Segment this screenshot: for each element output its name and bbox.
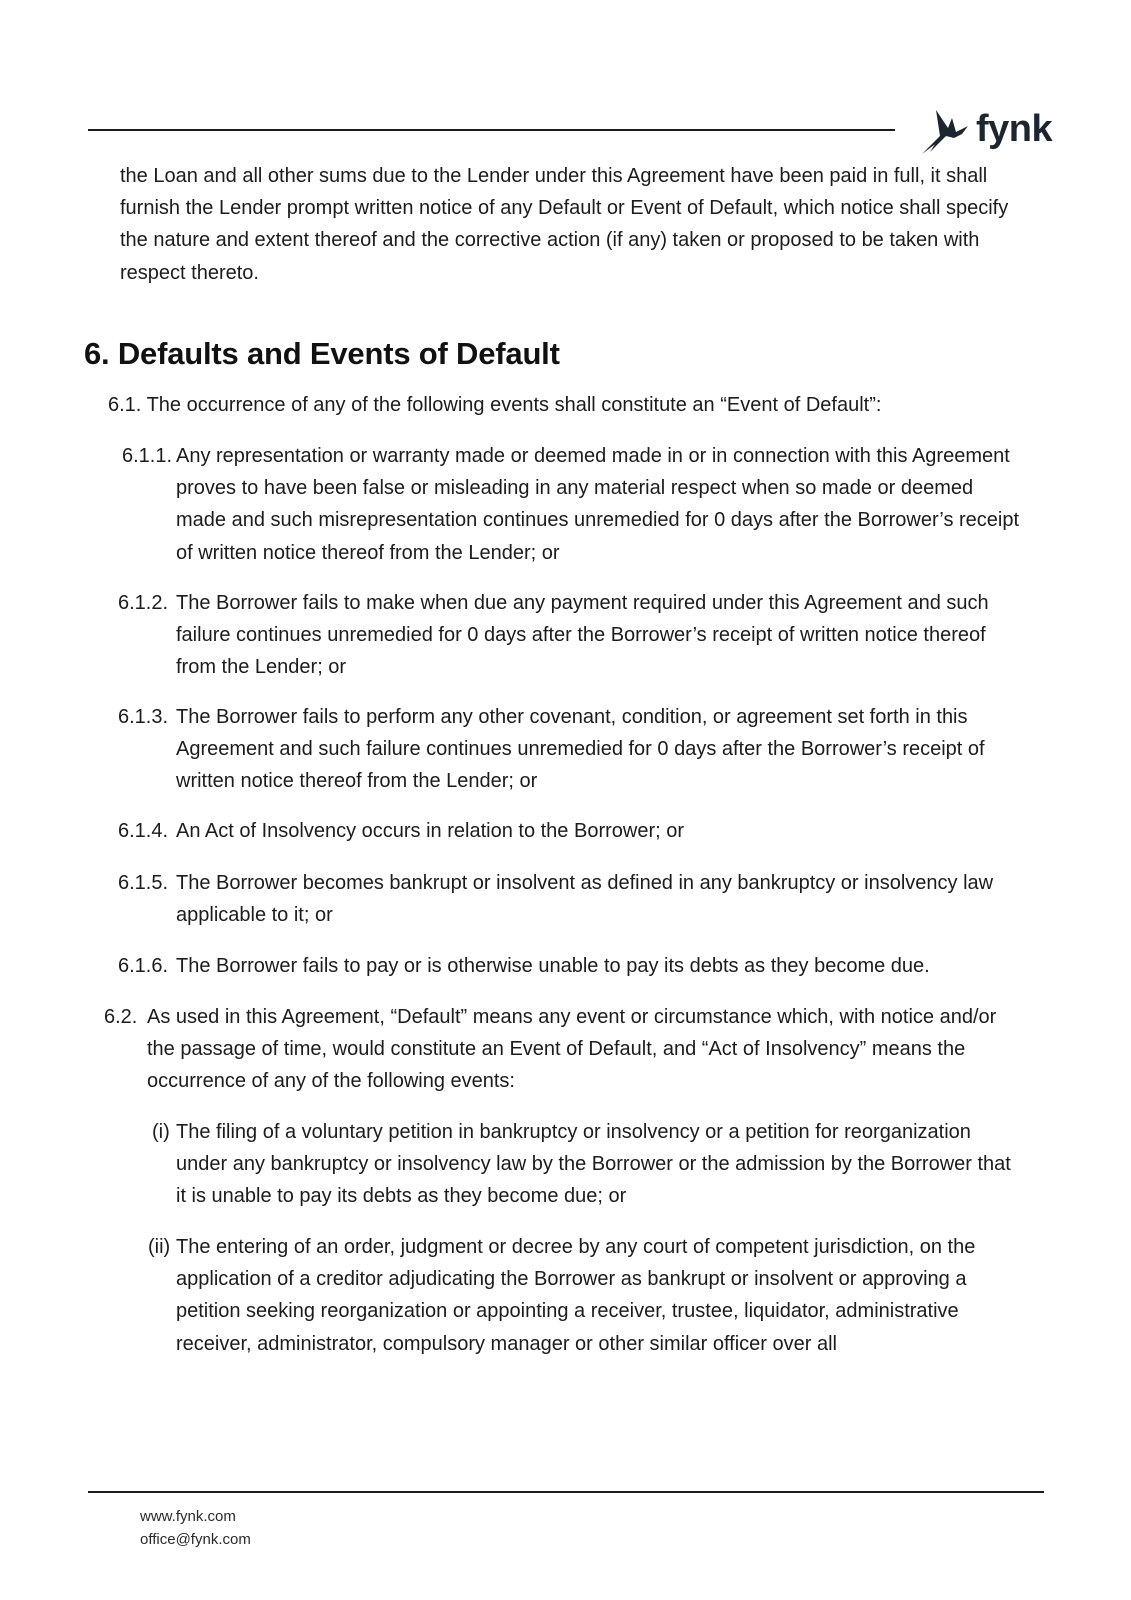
clause-number: 6.1. <box>108 394 142 416</box>
item-text: The filing of a voluntary petition in bankruptcy or insolvency or a petition for reorganization under any bankruptcy or insolvency law by the Borrower or the admission by the Borrower that it is unable to pay its debts as they become due; or <box>176 1121 1011 1208</box>
clause-number: 6.2. <box>104 1006 138 1028</box>
intro-paragraph: the Loan and all other sums due to the Lender under this Agreement have been paid in full, it shall furnish the Lender prompt written notice of any Default or Event of Default, which notice shall specify the nature and extent thereof and the corrective action (if any) taken or proposed to be taken with respect thereto. <box>120 165 1009 284</box>
item-text: The entering of an order, judgment or decree by any court of competent jurisdiction, on the application of a creditor adjudicating the Borrower as bankrupt or insolvent or approving a petition seeking reorganization or appointing a receiver, trustee, liquidator, administrative receiver, administrator, compulsory manager or other similar officer over all <box>176 1236 976 1355</box>
clause-text: As used in this Agreement, “Default” means any event or circumstance which, with notice and/or the passage of time, would constitute an Event of Default, and “Act of Insolvency” means the occurrence of any of the following events: <box>147 1006 997 1093</box>
clause-text: The occurrence of any of the following events shall constitute an “Event of Default”: <box>146 394 882 416</box>
section-heading: 6. Defaults and Events of Default <box>84 336 560 371</box>
clause-text: An Act of Insolvency occurs in relation to the Borrower; or <box>176 820 685 842</box>
clause-number: 6.1.3. <box>118 706 169 728</box>
item-number: (ii) <box>148 1236 171 1258</box>
clause-number: 6.1.5. <box>118 872 169 894</box>
footer-website: www.fynk.com <box>140 1508 236 1525</box>
roman-item-i <box>152 1116 1020 1213</box>
subclause-6-1-6 <box>118 950 1020 982</box>
subclause-6-1-1 <box>122 440 1020 569</box>
clause-number: 6.1.2. <box>118 592 169 614</box>
clause-text: The Borrower fails to pay or is otherwise unable to pay its debts as they become due. <box>176 955 930 977</box>
clause-6-2 <box>104 1001 1004 1098</box>
subclause-6-1-2 <box>118 587 1020 684</box>
clause-6-1 <box>108 389 1008 421</box>
header-divider <box>88 129 895 131</box>
clause-text: The Borrower fails to make when due any payment required under this Agreement and such failure continues unremedied for 0 days after the Borrower’s receipt of written notice thereof from the Lender; or <box>176 592 989 679</box>
clause-number: 6.1.1. <box>122 445 173 467</box>
logo-wordmark: fynk <box>976 107 1053 150</box>
footer-email: office@fynk.com <box>140 1531 251 1548</box>
clause-number: 6.1.6. <box>118 955 169 977</box>
item-number: (i) <box>152 1121 170 1143</box>
subclause-6-1-5 <box>118 867 1020 931</box>
clause-number: 6.1.4. <box>118 820 169 842</box>
footer-divider <box>88 1491 1044 1493</box>
fynk-bird-icon <box>918 106 974 158</box>
subclause-6-1-4 <box>118 815 1020 847</box>
subclause-6-1-3 <box>118 701 1020 798</box>
clause-text: Any representation or warranty made or deemed made in or in connection with this Agreement proves to have been false or misleading in any material respect when so made or deemed made and such misrepresentation continues unremedied for 0 days after the Borrower’s receipt of written notice thereof from the Lender; or <box>176 445 1020 564</box>
roman-item-ii <box>148 1231 1020 1360</box>
clause-text: The Borrower becomes bankrupt or insolvent as defined in any bankruptcy or insolvency law applicable to it; or <box>176 872 994 927</box>
fynk-logo <box>918 106 1052 158</box>
clause-text: The Borrower fails to perform any other covenant, condition, or agreement set forth in this Agreement and such failure continues unremedied for 0 days after the Borrower’s receipt of written notice thereof from the Lender; or <box>176 706 985 793</box>
